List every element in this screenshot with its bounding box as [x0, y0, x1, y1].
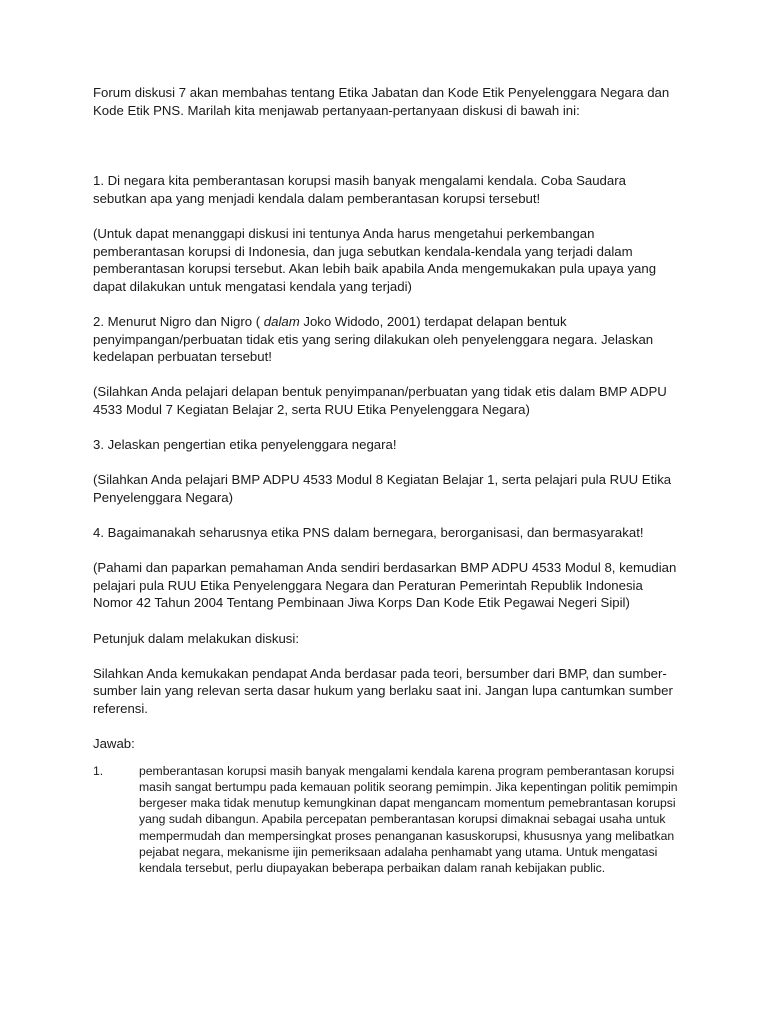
- list-item: [93, 763, 683, 876]
- list-item-number: 1.: [93, 763, 104, 778]
- question-2-start: 2. Menurut Nigro dan Nigro (: [93, 313, 264, 329]
- document-page: [93, 84, 683, 876]
- question-4-note: (Pahami dan paparkan pemahaman Anda sendiri berdasarkan BMP ADPU 4533 Modul 8, kemudian pelajari pula RUU Etika Penyelenggara Negara dan Peraturan Pemerintah Republik Indonesia Nomor 42 Tahun 2004 Tentang Pembinaan Jiwa Korps Dan Kode Etik Pegawai Negeri Sipil): [93, 560, 677, 611]
- answer-list: [93, 763, 683, 876]
- question-1-note: (Untuk dapat menanggapi diskusi ini tentunya Anda harus mengetahui perkembangan pemberantasan korupsi di Indonesia, dan juga sebutkan kendala-kendala yang terjadi dalam pemberantasan korupsi tersebut. Akan lebih baik apabila Anda mengemukakan pula upaya yang dapat dilakukan untuk mengatasi kendala yang terjadi): [93, 225, 657, 294]
- instructions-heading: Petunjuk dalam melakukan diskusi:: [93, 630, 299, 646]
- intro-paragraph: Forum diskusi 7 akan membahas tentang Etika Jabatan dan Kode Etik Penyelenggara Negara dan Kode Etik PNS. Marilah kita menjawab pertanyaan-pertanyaan diskusi di bawah ini:: [93, 85, 670, 118]
- question-3-note: (Silahkan Anda pelajari BMP ADPU 4533 Modul 8 Kegiatan Belajar 1, serta pelajari pula RUU Etika Penyelenggara Negara): [93, 472, 672, 505]
- list-item-text: pemberantasan korupsi masih banyak mengalami kendala karena program pemberantasan korupsi masih sangat bertumpu pada kemauan politik seorang pemimpin. Jika kepentingan politik pemimpin bergeser maka tidak menutup kemungkinan dapat mengancam momentum pemebrantasan korupsi yang sudah dibangun. Apabila percepatan pemberantasan korupsi dimaknai sebagai usaha untuk mempermudah dan mempersingkat proses penanganan kasuskorupsi, khususnya yang melibatkan pejabat negara, mekanisme ijin pemeriksaan adalaha penhamabt yang utama. Untuk mengatasi kendala tersebut, perlu diupayakan beberapa perbaikan dalam ranah kebijakan public.: [139, 763, 678, 875]
- answer-label: Jawab:: [93, 736, 135, 752]
- question-2-end: Joko Widodo, 2001) terdapat delapan bentuk penyimpangan/perbuatan tidak etis yang sering dilakukan oleh penyelenggara negara. Jelaskan kedelapan perbuatan tersebut!: [93, 313, 654, 365]
- question-3: 3. Jelaskan pengertian etika penyelenggara negara!: [93, 437, 397, 453]
- question-1: 1. Di negara kita pemberantasan korupsi masih banyak mengalami kendala. Coba Saudara sebutkan apa yang menjadi kendala dalam pemberantasan korupsi tersebut!: [93, 173, 626, 206]
- question-2-italic: dalam: [263, 313, 300, 329]
- question-2-note: (Silahkan Anda pelajari delapan bentuk penyimpanan/perbuatan yang tidak etis dalam BMP ADPU 4533 Modul 7 Kegiatan Belajar 2, serta RUU Etika Penyelenggara Negara): [93, 384, 667, 417]
- question-2: [93, 313, 683, 366]
- question-4: 4. Bagaimanakah seharusnya etika PNS dalam bernegara, berorganisasi, dan bermasyarakat!: [93, 525, 644, 541]
- instructions-paragraph: Silahkan Anda kemukakan pendapat Anda berdasar pada teori, bersumber dari BMP, dan sumber-sumber lain yang relevan serta dasar hukum yang berlaku saat ini. Jangan lupa cantumkan sumber referensi.: [93, 665, 673, 716]
